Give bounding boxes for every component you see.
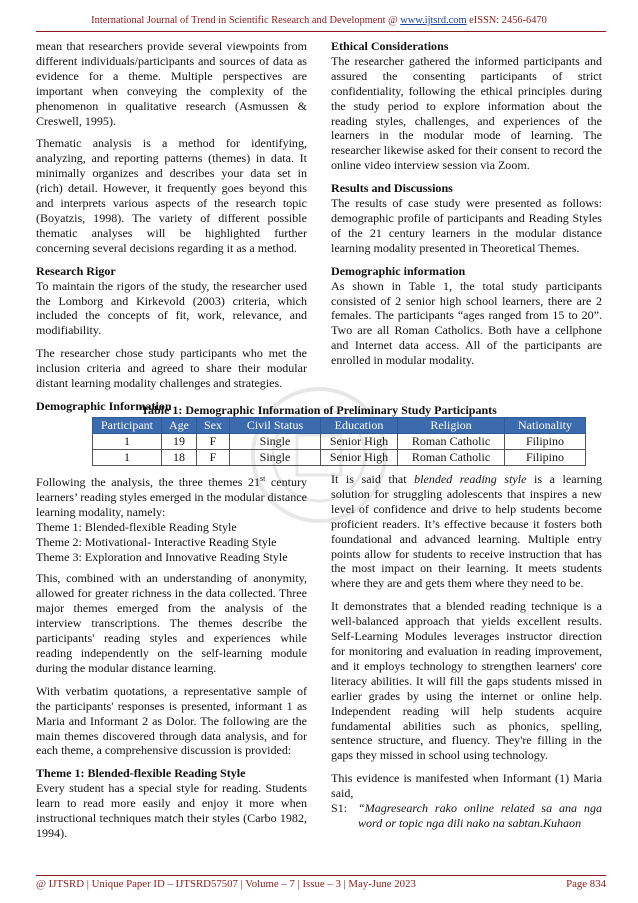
paragraph xyxy=(36,472,307,520)
table-row xyxy=(93,434,586,450)
text-run: is a learning solution for struggling adolescents that inspires a new level of confidence and drive to help students become proficient readers. It’s effective because it fosters both foundational and advanced learning. Multiple entry points allow for students to receive instruction that has the most impact on their learning. It meets students where they are and gets them where they need to be. xyxy=(331,472,602,591)
paragraph: The researcher chose study participants who met the inclusion criteria and agreed to share their modular distant learning modality challenges and strategies. xyxy=(36,346,307,391)
footer-info: @ IJTSRD | Unique Paper ID – IJTSRD57507 | Volume – 7 | Issue – 3 | May-June 2023 xyxy=(36,878,416,890)
paragraph: This evidence is manifested when Informant (1) Maria said, xyxy=(331,771,602,801)
paragraph: As shown in Table 1, the total study participants consisted of 2 senior high school learners, there are 2 females. The participants “ages ranged from 15 to 20”. Two are all Roman Catholics. Both have a cellphone and Internet data access. All of the participants are enrolled in modular modality. xyxy=(331,278,602,368)
paragraph: mean that researchers provide several viewpoints from different individuals/participants and sources of data as evidence for a theme. Multiple perspectives are important when conveying the complexity of the phenomenon in qualitative research (Asmussen & Creswell, 1995). xyxy=(36,39,307,128)
text-run: century learners’ reading styles emerged in the modular distance learning modality, namely: xyxy=(36,475,307,519)
text-run: Following the analysis, the three themes 21 xyxy=(36,475,261,490)
running-header xyxy=(0,15,638,26)
journal-website-link[interactable]: www.ijtsrd.com xyxy=(400,15,467,26)
table-cell: 18 xyxy=(162,450,197,466)
right-column-bottom xyxy=(331,472,602,831)
demographic-table xyxy=(92,417,586,466)
section-heading-results: Results and Discussions xyxy=(331,181,453,196)
right-column-top xyxy=(331,39,602,376)
section-heading-demographic-info: Demographic information xyxy=(331,263,466,278)
left-column-bottom xyxy=(36,472,307,849)
paragraph: The researcher gathered the informed participants and assured the consenting participants of strict confidentiality, following the ethical principles during the study period to explore information about the reading styles, challenges, and experiences of the learners in the modular mode of learning. The researcher likewise asked for their consent to record the online video interview session via Zoom. xyxy=(331,53,602,173)
paragraph: This, combined with an understanding of anonymity, allowed for greater richness in the data collected. Three major themes emerged from the analysis of the interview transcriptions. The themes describe the participants' reading styles and experiences while reading independently on the self-learning module during the modular distance learning. xyxy=(36,571,307,675)
journal-issn: eISSN: 2456-6470 xyxy=(469,15,547,26)
table-cell: Roman Catholic xyxy=(398,434,505,450)
column-header: Sex xyxy=(197,418,230,434)
paragraph: It demonstrates that a blended reading technique is a well-balanced approach that yields excellent results. Self-Learning Modules leverages instructor direction for monitoring and evaluation in reading improvement, and it employs technology to strengthen learners' core literacy abilities. It will fill the gaps students missed in earlier grades by using the internet or online help. Independent reading will help students acquire fundamental abilities such as phonics, spelling, sentence structure, and fluency. They're filling in the gaps they missed in school using technology. xyxy=(331,599,602,763)
column-header: Nationality xyxy=(505,418,586,434)
table-cell: F xyxy=(197,434,230,450)
paragraph: Every student has a special style for reading. Students learn to read more easily and enjoy it more when instructional techniques match their styles (Carbo 1982, 1994). xyxy=(36,781,307,840)
paragraph: Thematic analysis is a method for identifying, analyzing, and reporting patterns (themes) in data. It minimally organizes and describes your data set in (rich) detail. However, it frequently goes beyond this and interprets various aspects of the research topic (Boyatzis, 1998). The variety of different possible thematic analyses will be highlighted further concerning several decisions regarding it as a method. xyxy=(36,136,307,255)
section-heading-demographic-information: Demographic Information xyxy=(36,398,172,413)
table-row xyxy=(93,450,586,466)
quote-text: “Magresearch rako online related sa ana nga word or topic nga dili nako na sabtan.Kuhaon xyxy=(358,801,602,830)
table-cell: Senior High xyxy=(321,434,398,450)
journal-name: International Journal of Trend in Scientific Research and Development @ xyxy=(91,15,398,26)
column-header: Participant xyxy=(93,418,162,434)
table-header-row xyxy=(93,418,586,434)
header-rule xyxy=(36,31,606,32)
paragraph: The results of case study were presented as follows: demographic profile of participants and Reading Styles of the 21 century learners in the modular distance learning modality presented in Theoretical Themes. xyxy=(331,196,602,255)
table-cell: Single xyxy=(230,450,321,466)
theme-list-item: Theme 2: Motivational- Interactive Reading Style xyxy=(36,534,277,549)
table-cell: 1 xyxy=(93,450,162,466)
table-cell: 1 xyxy=(93,434,162,450)
paragraph: To maintain the rigors of the study, the researcher used the Lomborg and Kirkevold (2003) criteria, which included the concepts of fit, work, relevance, and modifiability. xyxy=(36,278,307,338)
left-column-top xyxy=(36,39,307,414)
table-cell: F xyxy=(197,450,230,466)
table-caption: Table 1: Demographic Information of Preliminary Study Participants xyxy=(141,403,497,417)
column-header: Religion xyxy=(398,418,505,434)
theme-list-item: Theme 1: Blended-flexible Reading Style xyxy=(36,519,237,534)
table-cell: Filipino xyxy=(505,434,586,450)
theme-list-item: Theme 3: Exploration and Innovative Reading Style xyxy=(36,549,288,564)
superscript: st xyxy=(260,474,266,483)
emphasis: blended reading style xyxy=(414,472,527,486)
speaker-label: S1: xyxy=(331,801,348,816)
paragraph xyxy=(331,472,602,591)
paragraph: With verbatim quotations, a representative sample of the participants' responses is presented, informant 1 as Maria and Informant 2 as Dolor. The following are the main themes discovered through data analysis, and for each theme, a comprehensive discussion is provided: xyxy=(36,683,307,758)
column-header: Age xyxy=(162,418,197,434)
table-cell: Single xyxy=(230,434,321,450)
text-run: It is said that xyxy=(331,472,415,486)
table-cell: 19 xyxy=(162,434,197,450)
interview-quote xyxy=(331,801,602,831)
page-number: Page 834 xyxy=(566,878,606,890)
table-cell: Roman Catholic xyxy=(398,450,505,466)
section-heading-research-rigor: Research Rigor xyxy=(36,263,116,278)
section-heading-ethical-considerations: Ethical Considerations xyxy=(331,39,449,53)
column-header: Education xyxy=(321,418,398,434)
column-header: Civil Status xyxy=(230,418,321,434)
section-heading-theme-1: Theme 1: Blended-flexible Reading Style xyxy=(36,766,246,781)
footer-rule xyxy=(36,875,606,876)
table-cell: Senior High xyxy=(321,450,398,466)
table-cell: Filipino xyxy=(505,450,586,466)
running-footer xyxy=(36,878,606,890)
